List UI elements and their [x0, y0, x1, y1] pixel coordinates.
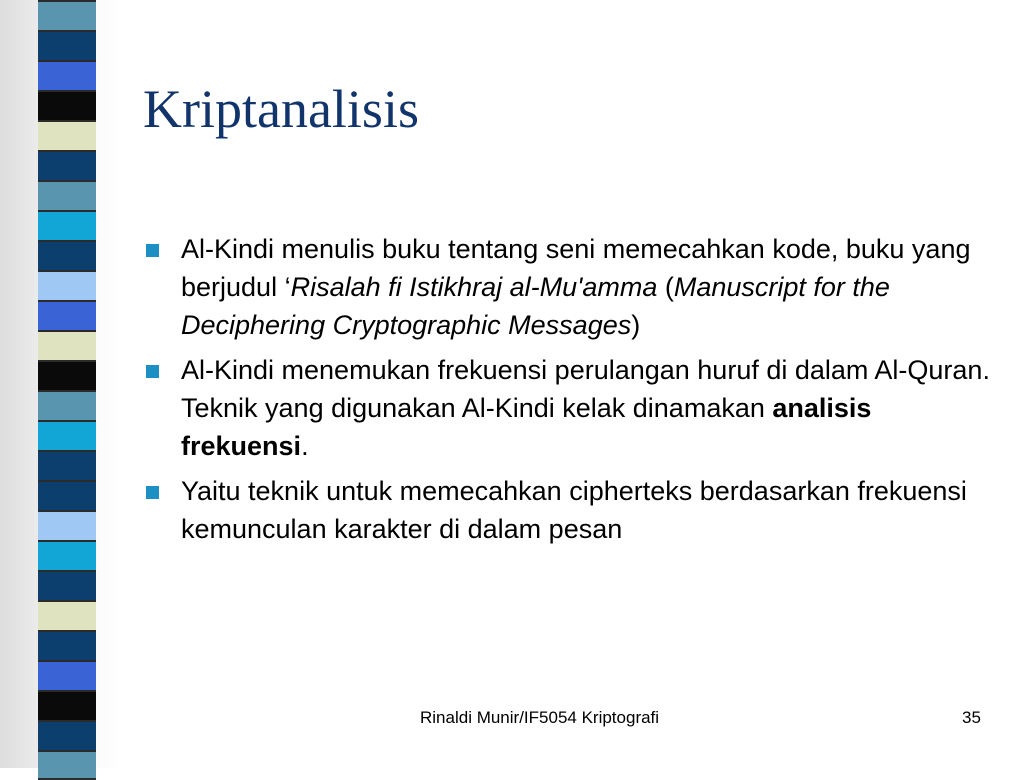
square-bullet-icon: [146, 486, 159, 499]
stripe-block: [38, 240, 96, 270]
stripe-column: [38, 0, 96, 768]
stripe-block: [38, 540, 96, 570]
footer-credit: Rinaldi Munir/IF5054 Kriptografi: [420, 708, 660, 727]
stripe-block: [38, 180, 96, 210]
bullet-3-text: Yaitu teknik untuk memecahkan cipherteks berdasarkan frekuensi kemunculan karakter di dalam pesan: [181, 476, 967, 544]
stripe-block: [38, 450, 96, 480]
bullet-2-term: analisis frekuensi: [181, 393, 872, 461]
stripe-block: [38, 210, 96, 240]
slide-title: Kriptanalisis: [143, 79, 419, 139]
stripe-block: [38, 120, 96, 150]
bullet-2-text-1: Al-Kindi menemukan frekuensi perulangan huruf di dalam Al-Quran. Teknik yang digunakan Al-Kindi kelak dinamakan: [181, 355, 990, 423]
bullet-1-book-title: Risalah fi Istikhraj al-Mu'amma: [290, 272, 658, 302]
stripe-block: [38, 600, 96, 630]
stripe-block: [38, 330, 96, 360]
stripe-block: [38, 390, 96, 420]
square-bullet-icon: [146, 244, 159, 257]
decorative-left-border: [0, 0, 120, 768]
stripe-block: [38, 480, 96, 510]
stripe-block: [38, 360, 96, 390]
bullet-2-text-2: .: [301, 431, 309, 461]
stripe-block: [38, 570, 96, 600]
bullet-1-text-1: Al-Kindi menulis buku tentang seni memecahkan kode, buku yang berjudul ‘: [181, 234, 971, 302]
stripe-block: [38, 720, 96, 750]
bullet-item-1: [143, 230, 1003, 344]
page-number: 35: [962, 708, 981, 727]
stripe-block: [38, 30, 96, 60]
stripe-block: [38, 750, 96, 780]
bullet-1-text-2: (: [657, 272, 674, 302]
stripe-block: [38, 630, 96, 660]
stripe-block: [38, 660, 96, 690]
bullet-1-book-translation: Manuscript for the Deciphering Cryptographic Messages: [181, 272, 890, 340]
stripe-block: [38, 60, 96, 90]
stripe-block: [38, 420, 96, 450]
stripe-block: [38, 300, 96, 330]
stripe-block: [38, 690, 96, 720]
stripe-block: [38, 270, 96, 300]
stripe-block: [38, 90, 96, 120]
bullet-list: [143, 230, 1003, 555]
bullet-item-3: [143, 472, 1003, 548]
stripe-block: [38, 0, 96, 30]
square-bullet-icon: [146, 365, 159, 378]
bullet-1-text-3: ): [631, 310, 641, 340]
stripe-block: [38, 510, 96, 540]
bullet-item-2: [143, 351, 1003, 465]
stripe-block: [38, 150, 96, 180]
